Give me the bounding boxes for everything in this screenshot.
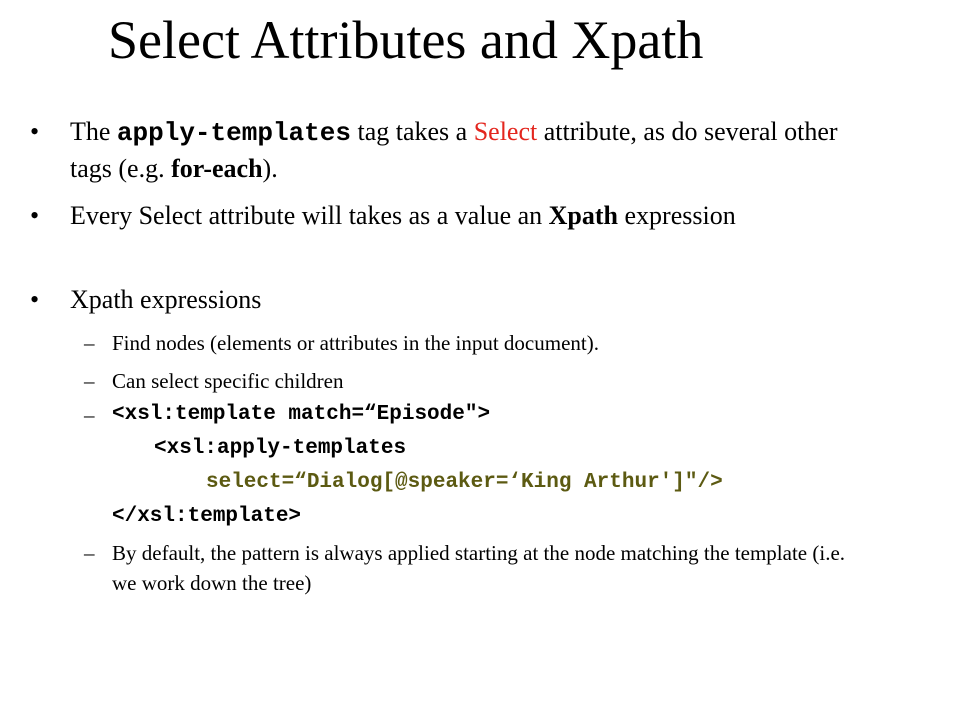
bold-term: Xpath [548,201,619,230]
bullet-dot: • [30,201,40,230]
code-line: <xsl:apply-templates [154,437,407,460]
subbullet-dash: – [84,403,95,427]
bullet-dot: • [30,117,40,146]
text-run: The [70,117,117,146]
text-run: attribute, as do several other tags (e.g. [70,117,838,183]
subbullet-dash: – [84,331,95,355]
subbullet-text: By default, the pattern is always applied starting at the node matching the template (i.e. we work down the tree) [112,541,846,595]
bullet-text [70,114,870,187]
bold-term: for-each [171,154,263,183]
code-line: <xsl:template match=“Episode"> [112,403,491,426]
subbullet-text: Find nodes (elements or attributes in the input document). [112,331,599,355]
text-run: Every Select attribute will takes as a value an [70,201,549,230]
text-run: expression [618,201,736,230]
code-line: </xsl:template> [112,505,302,528]
bullet-dot: • [30,285,40,314]
text-run: tag takes a [350,117,474,146]
subbullet-dash: – [84,541,95,565]
text-run: ). [262,154,278,183]
bullet-text [70,198,870,234]
slide-title: Select Attributes and Xpath [108,10,704,70]
code-term: apply-templates [116,118,351,148]
bullet-text: Xpath expressions [70,285,262,314]
highlight-term: Select [473,117,538,146]
subbullet-text: Can select specific children [112,369,344,393]
subbullet-dash: – [84,369,95,393]
code-line: select=“Dialog[@speaker=‘King Arthur']"/> [206,471,723,494]
